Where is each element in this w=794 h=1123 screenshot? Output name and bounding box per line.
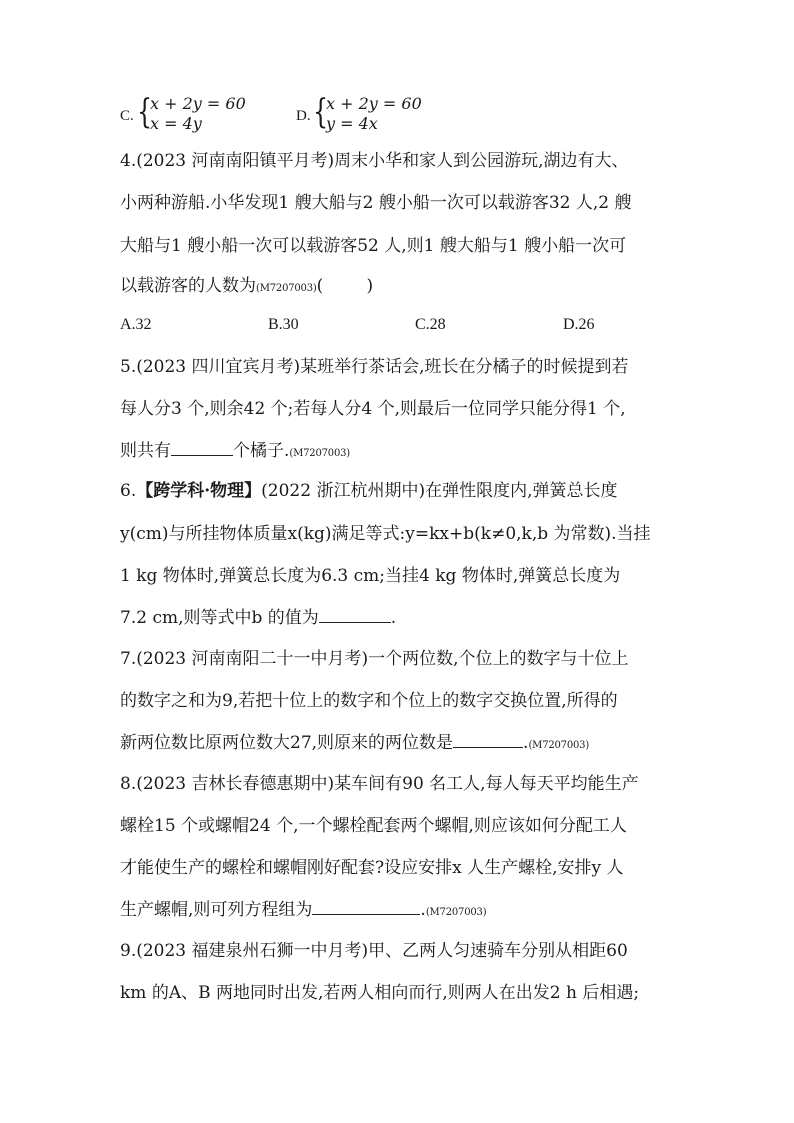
q4-line-4-text: 以载游客的人数为	[120, 276, 256, 296]
problem-code: (M7207003)	[528, 740, 590, 751]
problem-code: (M7207003)	[256, 283, 317, 294]
q7-line-3	[120, 731, 589, 757]
q6-line-4-tail: .	[390, 608, 397, 628]
problem-code: (M7207003)	[425, 907, 487, 918]
q5-line-3-tail: 个橘子.	[233, 441, 290, 461]
brace-icon: {	[137, 92, 153, 132]
q4-option-c: C.28	[415, 316, 446, 333]
q5-line-2: 每人分3 个,则余42 个;若每人分4 个,则最后一位同学只能分得1 个,	[120, 399, 626, 419]
q6-line-1-text: (2022 浙江杭州期中)在弹性限度内,弹簧总长度	[261, 481, 618, 501]
q8-line-1: 8.(2023 吉林长春德惠期中)某车间有90 名工人,每人每天平均能生产	[120, 774, 639, 794]
q9-line-2: km 的A、B 两地同时出发,若两人相向而行,则两人在出发2 h 后相遇;	[120, 983, 640, 1003]
q6-line-3: 1 kg 物体时,弹簧总长度为6.3 cm;当挂4 kg 物体时,弹簧总长度为	[120, 566, 621, 586]
q4-option-b: B.30	[268, 316, 299, 333]
q5-line-3	[120, 439, 350, 465]
q4-line-3: 大船与1 艘小船一次可以载游客52 人,则1 艘大船与1 艘小船一次可	[120, 236, 627, 256]
q6-number: 6.	[120, 481, 137, 501]
q4-line-4	[120, 275, 373, 300]
q5-line-1: 5.(2023 四川宜宾月考)某班举行茶话会,班长在分橘子的时候提到若	[120, 357, 629, 377]
answer-blank	[171, 439, 233, 456]
q4-option-a: A.32	[120, 316, 152, 333]
q6-line-4-text: 7.2 cm,则等式中b 的值为	[120, 608, 319, 628]
q8-line-2: 螺栓15 个或螺帽24 个,一个螺栓配套两个螺帽,则应该如何分配工人	[120, 816, 627, 836]
option-c-label: C.	[120, 108, 134, 124]
q6-line-2: y(cm)与所挂物体质量x(kg)满足等式:y=kx+b(k≠0,k,b 为常数).当挂	[120, 524, 651, 544]
q4-line-2: 小两种游船.小华发现1 艘大船与2 艘小船一次可以载游客32 人,2 艘	[120, 193, 632, 213]
option-d-eq2: y = 4x	[326, 114, 378, 133]
option-c-eq1: x + 2y = 60	[150, 94, 246, 113]
q7-line-2: 的数字之和为9,若把十位上的数字和个位上的数字交换位置,所得的	[120, 691, 618, 711]
q7-line-3-text: 新两位数比原两位数大27,则原来的两位数是	[120, 733, 454, 753]
q5-line-3-text: 则共有	[120, 441, 171, 461]
q8-line-4	[120, 898, 486, 924]
q7-line-1: 7.(2023 河南南阳二十一中月考)一个两位数,个位上的数字与十位上	[120, 649, 629, 669]
q6-line-1	[120, 480, 618, 502]
problem-code: (M7207003)	[289, 448, 350, 459]
subject-tag: 【跨学科·物理】	[136, 481, 262, 501]
q8-line-3: 才能使生产的螺栓和螺帽刚好配套?设应安排x 人生产螺栓,安排y 人	[120, 858, 624, 878]
q8-line-4-tail: .	[420, 900, 426, 920]
answer-blank	[319, 606, 391, 623]
option-d-eq1: x + 2y = 60	[326, 94, 422, 113]
option-d-label: D.	[296, 108, 311, 124]
answer-blank	[312, 898, 420, 915]
q8-line-4-text: 生产螺帽,则可列方程组为	[120, 900, 313, 920]
answer-blank	[453, 731, 523, 748]
q4-option-d: D.26	[563, 316, 595, 333]
answer-paren: ( )	[316, 276, 374, 296]
q4-line-1: 4.(2023 河南南阳镇平月考)周末小华和家人到公园游玩,湖边有大、	[120, 151, 629, 171]
q7-line-3-tail: .	[523, 733, 529, 753]
option-c-eq2: x = 4y	[150, 114, 202, 133]
q6-line-4	[120, 606, 396, 629]
q9-line-1: 9.(2023 福建泉州石狮一中月考)甲、乙两人匀速骑车分别从相距60	[120, 941, 628, 961]
brace-icon: {	[313, 92, 329, 132]
